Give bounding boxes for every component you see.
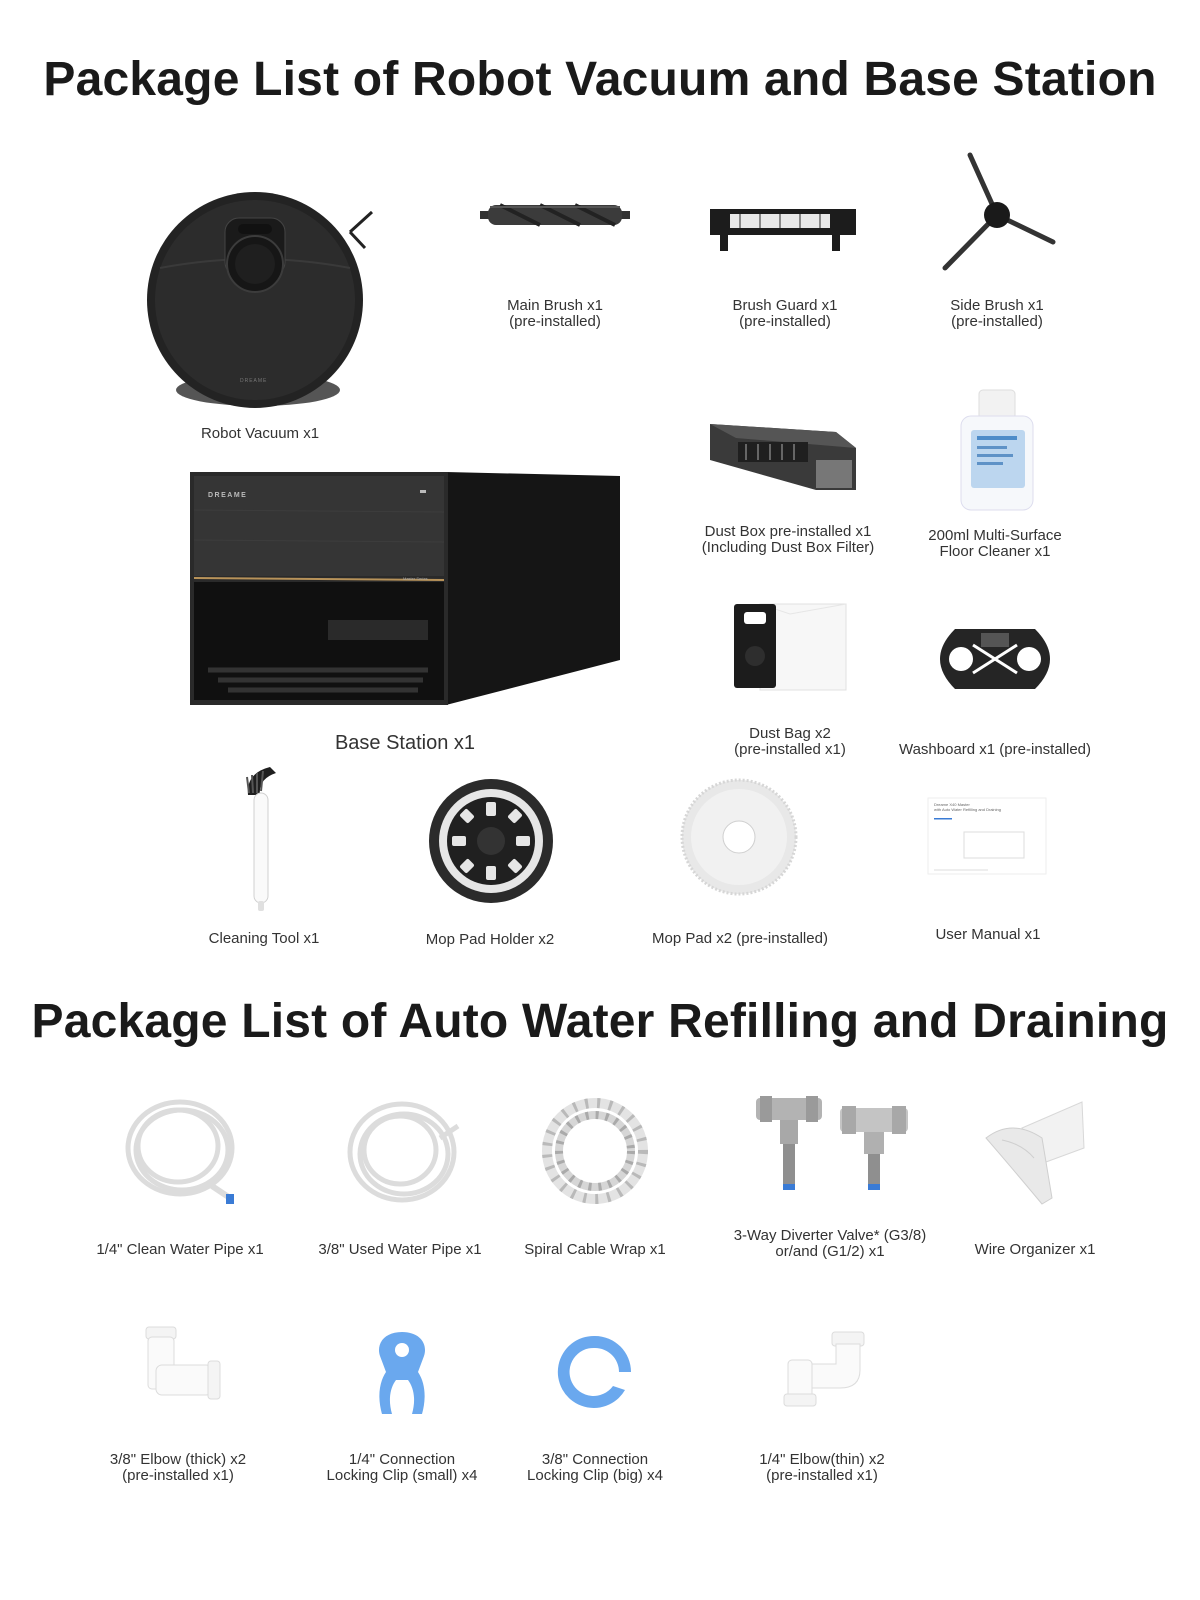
side-brush-label <box>897 298 1097 330</box>
dust-box-label-line1: Dust Box pre-installed x1 <box>704 523 872 540</box>
user-manual-label-line1: User Manual x1 <box>935 926 1041 943</box>
clip-big-label-line1: 3/8" Connection <box>541 1451 649 1468</box>
elbow-thin-label <box>722 1452 922 1484</box>
clip-small-label-line1: 1/4" Connection <box>348 1451 456 1468</box>
elbow-thin-label-line2: (pre-installed x1) <box>766 1467 878 1484</box>
used-water-pipe-image <box>340 1098 465 1210</box>
washboard-label <box>880 742 1110 758</box>
manual-cover-title: Dreame X40 Master <box>934 802 970 807</box>
clip-small-image <box>370 1328 434 1418</box>
washboard-image <box>925 625 1065 693</box>
robot-brand-text: DREAME <box>240 378 268 384</box>
dust-bag-image <box>730 600 850 692</box>
side-brush-label-line2: (pre-installed) <box>951 313 1043 330</box>
brush-guard-label <box>685 298 885 330</box>
robot-vacuum-label <box>160 426 360 442</box>
used-water-pipe-label-line1: 3/8" Used Water Pipe x1 <box>318 1241 482 1258</box>
cleaning-tool-label-line1: Cleaning Tool x1 <box>208 930 320 947</box>
mop-pad-label-line1: Mop Pad x2 (pre-installed) <box>652 930 828 947</box>
main-brush-label-line2: (pre-installed) <box>509 313 601 330</box>
base-station-image <box>188 470 628 710</box>
manual-cover-subtitle: with Auto Water Refilling and Draining <box>934 807 1001 812</box>
mop-pad-holder-label <box>390 932 590 948</box>
elbow-thick-image <box>140 1325 228 1405</box>
clip-small-label-line2: Locking Clip (small) x4 <box>326 1467 478 1484</box>
washboard-label-line1: Washboard x1 (pre-installed) <box>898 741 1092 758</box>
clean-water-pipe-label <box>75 1242 285 1258</box>
wire-organizer-label-line1: Wire Organizer x1 <box>974 1241 1096 1258</box>
dust-box-label <box>688 524 888 556</box>
main-brush-label-line1: Main Brush x1 <box>507 297 603 314</box>
dust-box-label-line2: (Including Dust Box Filter) <box>701 539 875 556</box>
elbow-thick-label-line2: (pre-installed x1) <box>122 1467 234 1484</box>
used-water-pipe-label <box>295 1242 505 1258</box>
dust-box-image <box>708 418 858 493</box>
section-title-robot: Package List of Robot Vacuum and Base Station <box>43 53 1157 106</box>
brush-guard-image <box>710 205 860 255</box>
dust-bag-label <box>690 726 890 758</box>
diverter-valve-label-line2: or/and (G1/2) x1 <box>775 1243 885 1260</box>
mop-pad-label <box>625 931 855 947</box>
mop-pad-holder-label-line1: Mop Pad Holder x2 <box>425 931 555 948</box>
elbow-thin-image <box>780 1330 868 1410</box>
clip-small-label <box>297 1452 507 1484</box>
spiral-cable-wrap-label <box>495 1242 695 1258</box>
floor-cleaner-label <box>895 528 1095 560</box>
diverter-valve-image <box>752 1092 917 1194</box>
diverter-valve-label <box>720 1228 940 1260</box>
base-station-series: Master Series <box>403 576 428 581</box>
spiral-cable-wrap-image <box>542 1095 648 1207</box>
wire-organizer-image <box>982 1098 1088 1206</box>
spiral-cable-wrap-label-line1: Spiral Cable Wrap x1 <box>524 1241 666 1258</box>
brush-guard-label-line1: Brush Guard x1 <box>732 297 838 314</box>
base-station-label <box>290 732 520 754</box>
main-brush-label <box>455 298 655 330</box>
section-title-water: Package List of Auto Water Refilling and Draining <box>31 995 1169 1048</box>
base-station-brand: DREAME <box>208 492 248 499</box>
dust-bag-label-line1: Dust Bag x2 <box>749 725 831 742</box>
dust-bag-label-line2: (pre-installed x1) <box>734 741 846 758</box>
robot-vacuum-image <box>140 190 380 415</box>
elbow-thick-label <box>78 1452 278 1484</box>
cleaning-tool-label <box>164 931 364 947</box>
clean-water-pipe-image <box>122 1096 242 1208</box>
user-manual-label <box>888 927 1088 943</box>
elbow-thin-label-line1: 1/4" Elbow(thin) x2 <box>759 1451 885 1468</box>
floor-cleaner-label-line2: Floor Cleaner x1 <box>939 543 1051 560</box>
brush-guard-label-line2: (pre-installed) <box>739 313 831 330</box>
floor-cleaner-label-line1: 200ml Multi-Surface <box>928 527 1062 544</box>
cleaning-tool-image <box>240 765 285 913</box>
floor-cleaner-image <box>957 388 1037 513</box>
diverter-valve-label-line1: 3-Way Diverter Valve* (G3/8) <box>733 1227 927 1244</box>
robot-vacuum-label-line1: Robot Vacuum x1 <box>200 425 320 442</box>
base-station-label-line1: Base Station x1 <box>334 732 476 754</box>
mop-pad-image <box>680 778 798 896</box>
clean-water-pipe-label-line1: 1/4" Clean Water Pipe x1 <box>96 1241 264 1258</box>
clip-big-label-line2: Locking Clip (big) x4 <box>527 1467 663 1484</box>
clip-big-label <box>490 1452 700 1484</box>
user-manual-image <box>928 798 1048 876</box>
wire-organizer-label <box>935 1242 1135 1258</box>
main-brush-image <box>480 195 630 235</box>
side-brush-label-line1: Side Brush x1 <box>950 297 1044 314</box>
clip-big-image <box>555 1332 635 1412</box>
side-brush-image <box>935 150 1060 275</box>
elbow-thick-label-line1: 3/8" Elbow (thick) x2 <box>109 1451 247 1468</box>
mop-pad-holder-image <box>428 778 554 904</box>
